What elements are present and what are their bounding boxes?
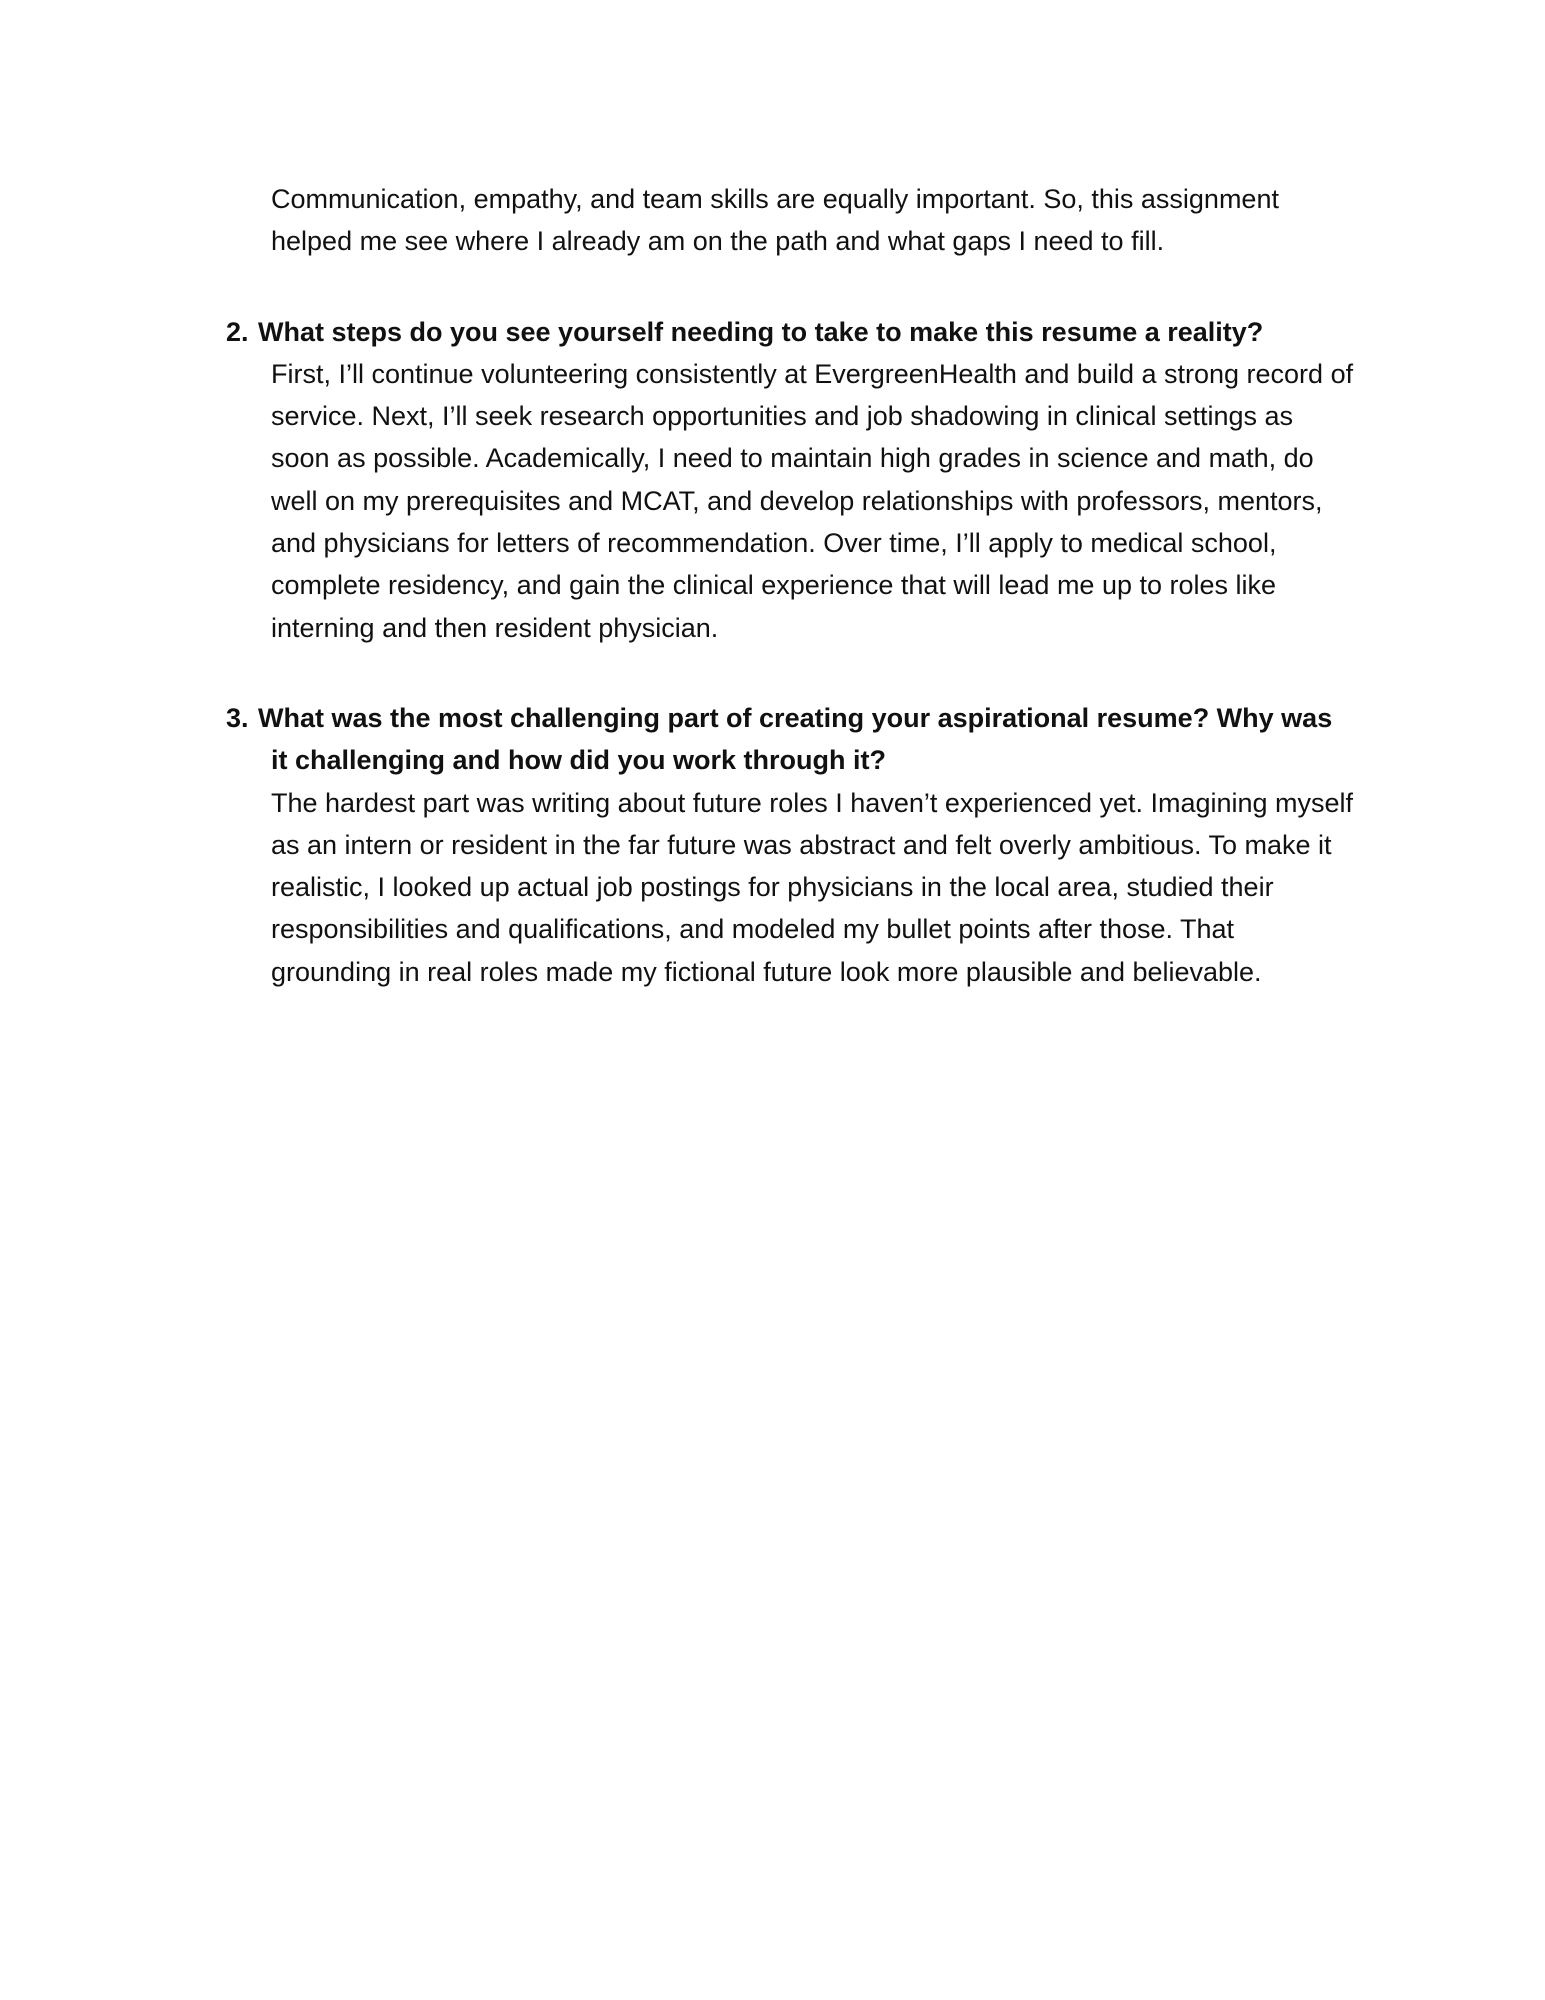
question-heading [226,311,1356,353]
question-item-2 [226,311,1356,649]
intro-paragraph: Communication, empathy, and team skills are equally important. So, this assignment helped me see where I already am on the path and what gaps I need to fill. [271,184,1279,257]
answer-paragraph: First, I’ll continue volunteering consistently at EvergreenHealth and build a strong record of service. Next, I’ll seek research opportunities and job shadowing in clinical settings as soon as possible. Academically, I need to maintain high grades in science and math, do well on my prerequisites and MCAT, and develop relationships with professors, mentors, and physicians for letters of recommendation. Over time, I’ll apply to medical school, complete residency, and gain the clinical experience that will lead me up to roles like interning and then resident physician. [271,358,1354,643]
question-number: 3. [226,702,249,733]
question-heading [226,697,1356,782]
document-body [226,178,1356,993]
question-text: What steps do you see yourself needing to take to make this resume a reality? [258,316,1264,347]
question-number: 2. [226,316,249,347]
question-item-3 [226,697,1356,993]
answer-paragraph: The hardest part was writing about future roles I haven’t experienced yet. Imagining myself as an intern or resident in the far future was abstract and felt overly ambitious. To make it realistic, I looked up actual job postings for physicians in the local area, studied their responsibilities and qualifications, and modeled my bullet points after those. That grounding in real roles made my fictional future look more plausible and believable. [271,787,1354,987]
question-text: What was the most challenging part of creating your aspirational resume? Why was it challenging and how did you work through it? [258,702,1333,776]
